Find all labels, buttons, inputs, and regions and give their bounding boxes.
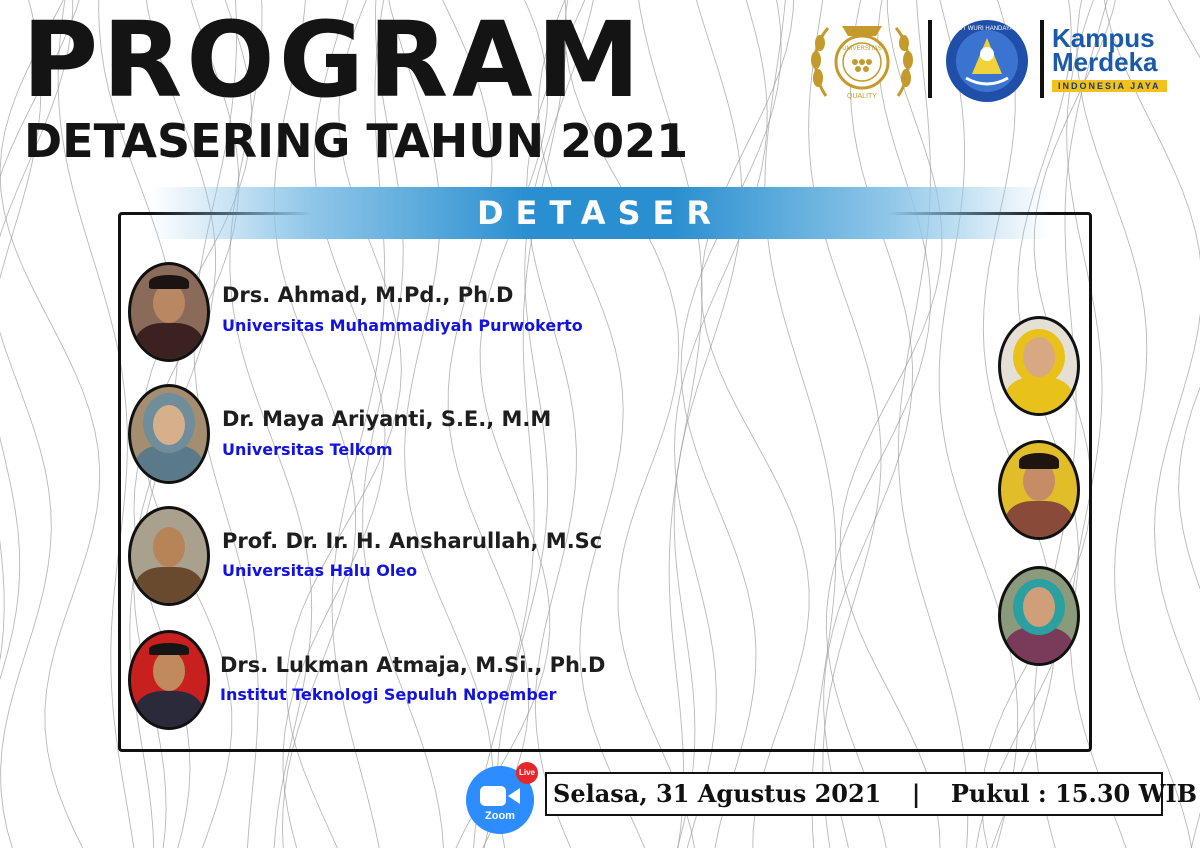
schedule-separator: | (911, 779, 921, 808)
detaser-affiliation: Institut Teknologi Sepuluh Nopember (220, 685, 557, 704)
avatar-photo (128, 506, 210, 606)
detaser-affiliation: Universitas Muhammadiyah Purwokerto (222, 316, 583, 335)
detaser-affiliation: Universitas Telkom (222, 440, 393, 459)
kampus-merdeka-line2: Merdeka (1052, 47, 1158, 77)
schedule-box (545, 772, 1198, 816)
detaser-name: Drs. Lukman Atmaja, M.Si., Ph.D (220, 653, 606, 677)
universitas-logo-text-bottom: QUALITY (847, 93, 877, 100)
live-badge: Live (516, 762, 538, 784)
detaser-name: Prof. Dr. Ir. H. Ansharullah, M.Sc (222, 529, 603, 553)
zoom-label: Zoom (485, 810, 515, 822)
tut-wuri-logo-text: TUT WURI HANDAYANI (954, 26, 1020, 32)
page-subtitle: DETASERING TAHUN 2021 (24, 114, 689, 168)
background-wave-line (1077, 0, 1192, 848)
camera-lens-shape (508, 788, 520, 804)
banner-label: DETASER (476, 194, 724, 232)
page-title: PROGRAM (22, 0, 645, 121)
video-camera-icon (480, 786, 506, 806)
avatar-photo (998, 566, 1080, 666)
schedule-date: Selasa, 31 Agustus 2021 (553, 779, 882, 808)
kampus-merdeka-tagline: INDONESIA JAYA (1052, 80, 1167, 92)
universitas-quality-logo (806, 16, 918, 102)
detaser-affiliation: Universitas Halu Oleo (222, 561, 418, 580)
kampus-merdeka-line1: Kampus (1052, 23, 1155, 53)
logo-divider (1040, 20, 1044, 98)
avatar-photo (128, 262, 210, 362)
universitas-logo-text-top: UNIVERSITAS (842, 46, 882, 52)
avatar-photo (128, 630, 210, 730)
avatar-photo (998, 316, 1080, 416)
kampus-merdeka-logo (1052, 23, 1167, 93)
avatar-photo (998, 440, 1080, 540)
logo-divider (928, 20, 932, 98)
schedule-time: Pukul : 15.30 WIB (950, 779, 1198, 808)
detaser-name: Drs. Ahmad, M.Pd., Ph.D (222, 283, 514, 307)
avatar-photo (128, 384, 210, 484)
background-wave-line (1191, 0, 1200, 848)
background-wave-line (1164, 0, 1200, 848)
logo-group (806, 14, 1200, 104)
tut-wuri-handayani-logo (944, 18, 1030, 104)
background-wave-line (1103, 0, 1200, 848)
detaser-banner (150, 187, 1050, 239)
detaser-name: Dr. Maya Ariyanti, S.E., M.M (222, 407, 552, 431)
